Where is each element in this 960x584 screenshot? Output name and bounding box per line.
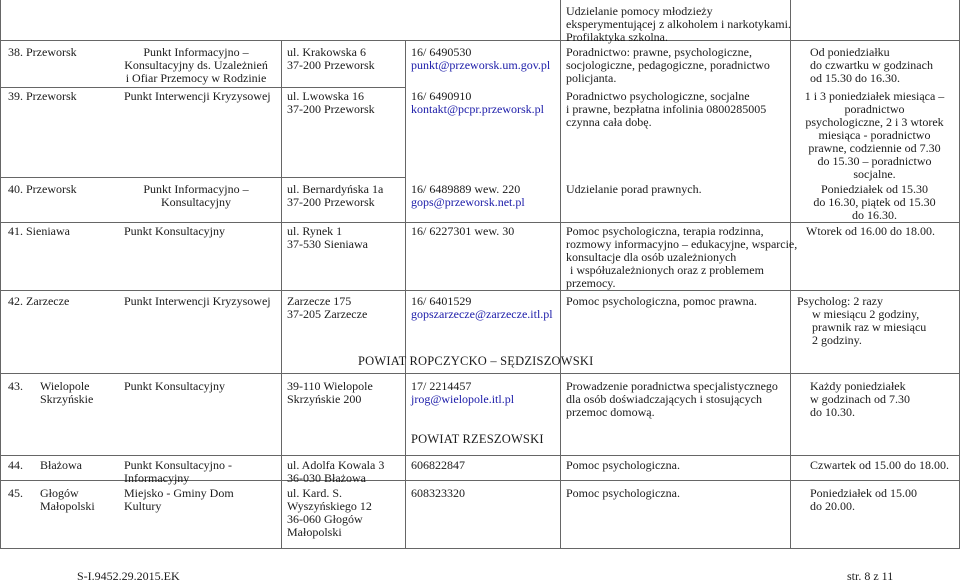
entry-services: rozmowy informacyjno – edukacyjne, wsparcie, [566,237,798,251]
entry-hours: Każdy poniedziałek [810,379,906,393]
entry-services: przemocy. [566,276,616,290]
entry-name: Konsultacyjny ds. Uzależnień [124,58,268,72]
entry-name: Punkt Konsultacyjny [124,224,225,238]
entry-hours: prawne, codziennie od 7.30 [808,141,941,155]
entry-address: ul. Kard. S. [287,486,342,500]
entry-number-city: 38. Przeworsk [8,45,77,59]
entry-address: 37-205 Zarzecze [287,307,368,321]
entry-email-link[interactable]: kontakt@pcpr.przeworsk.pl [411,102,545,116]
entry-hours: Czwartek od 15.00 do 18.00. [810,458,949,472]
entry-hours: Poniedziałek od 15.00 [810,486,917,500]
entry-hours: Wtorek od 16.00 do 18.00. [806,224,935,238]
entry-address: ul. Rynek 1 [287,224,343,238]
entry-services: policjanta. [566,71,617,85]
entry-address: Wyszyńskiego 12 [287,499,372,513]
entry-hours: miesiąca - poradnictwo [818,128,931,142]
entry-phone: 16/ 6227301 wew. 30 [411,224,515,238]
entry-number: 45. [8,486,23,500]
col-rule [0,0,1,548]
entry-hours: Od poniedziałku [810,45,890,59]
entry-phone: 16/ 6490910 [411,89,472,103]
entry-hours: do 10.30. [810,405,855,419]
entry-hours: psychologiczne, 2 i 3 wtorek [805,115,944,129]
entry-hours: do 16.30. [852,208,897,222]
row-rule [0,373,960,374]
entry-name: Kultury [124,499,162,513]
entry-services: Pomoc psychologiczna. [566,458,680,472]
prev-services-line: Profilaktyka szkolna. [566,30,668,44]
row-rule [0,87,405,88]
entry-email-link[interactable]: punkt@przeworsk.um.gov.pl [411,58,551,72]
entry-services: i współuzależnionych oraz z problemem [570,263,764,277]
col-rule [405,40,406,548]
entry-hours: od 15.30 do 16.30. [810,71,900,85]
entry-services: Pomoc psychologiczna, terapia rodzinna, [566,224,764,238]
entry-address: 39-110 Wielopole [287,379,373,393]
entry-phone: 608323320 [411,486,465,500]
entry-phone: 17/ 2214457 [411,379,472,393]
entry-hours: 1 i 3 poniedziałek miesiąca – [804,89,945,103]
entry-name: Informacyjny [124,471,190,485]
entry-hours: w godzinach od 7.30 [810,392,910,406]
entry-phone: 16/ 6490530 [411,45,472,59]
entry-address: ul. Adolfa Kowala 3 [287,458,385,472]
entry-address: Skrzyńskie 200 [287,392,362,406]
entry-address: 37-200 Przeworsk [287,58,375,72]
entry-address: Małopolski [287,525,342,539]
entry-hours: socjalne. [853,167,896,181]
entry-services: Poradnictwo psychologiczne, socjalne [566,89,750,103]
entry-name: Punkt Interwencji Kryzysowej [124,89,271,103]
entry-services: konsultacje dla osób uzależnionych [566,250,737,264]
section-header-rzeszowski: POWIAT RZESZOWSKI [411,432,544,446]
entry-hours: w miesiącu 2 godziny, [812,307,920,321]
entry-address: 36-060 Głogów [287,512,363,526]
entry-hours: do 16.30, piątek od 15.30 [813,195,936,209]
col-rule [281,40,282,548]
entry-address: ul. Bernardyńska 1a [287,182,384,196]
entry-name: Miejsko - Gminy Dom [124,486,234,500]
entry-name: i Ofiar Przemocy w Rodzinie [125,71,267,85]
row-rule [0,290,960,291]
entry-name: Konsultacyjny [161,195,231,209]
entry-city: Małopolski [40,499,95,513]
entry-services: Poradnictwo: prawne, psychologiczne, [566,45,752,59]
entry-services: Udzielanie porad prawnych. [566,182,702,196]
entry-address: 36-030 Błażowa [287,471,366,485]
entry-number-city: 41. Sieniawa [8,224,70,238]
entry-phone: 606822847 [411,458,465,472]
entry-hours: do 20.00. [810,499,855,513]
footer-document-id: S-I.9452.29.2015.EK [77,569,180,583]
entry-address: 37-200 Przeworsk [287,102,375,116]
entry-hours: Poniedziałek od 15.30 [821,182,928,196]
entry-hours: poradnictwo [844,102,905,116]
entry-address: 37-200 Przeworsk [287,195,375,209]
entry-services: dla osób doświadczających i stosujących [566,392,762,406]
entry-address: 37-530 Sieniawa [287,237,368,251]
entry-services: czynna cała dobę. [566,115,652,129]
entry-services: i prawne, bezpłatna infolinia 0800285005 [566,102,767,116]
entry-hours: prawnik raz w miesiącu [812,320,927,334]
col-rule [790,0,791,548]
entry-hours: Psycholog: 2 razy [797,294,883,308]
entry-address: ul. Krakowska 6 [287,45,366,59]
entry-address: Zarzecze 175 [287,294,352,308]
entry-number-city: 42. Zarzecze [8,294,70,308]
entry-email-link[interactable]: gops@przeworsk.net.pl [411,195,525,209]
entry-name: Punkt Interwencji Kryzysowej [124,294,271,308]
entry-address: ul. Lwowska 16 [287,89,364,103]
entry-name: Punkt Konsultacyjno - [124,458,232,472]
entry-number: 44. [8,458,23,472]
entry-hours: do 15.30 – poradnictwo [817,154,932,168]
entry-city: Wielopole [40,379,90,393]
entry-name: Punkt Konsultacyjny [124,379,225,393]
prev-services-line: Udzielanie pomocy młodzieży [566,4,713,18]
entry-hours: 2 godziny. [812,333,862,347]
entry-city: Skrzyńskie [40,392,94,406]
entry-name: Punkt Informacyjno – [143,45,249,59]
row-rule [0,40,960,41]
footer-page-number: str. 8 z 11 [847,569,894,583]
entry-email-link[interactable]: gopszarzecze@zarzecze.itl.pl [411,307,553,321]
entry-services: przemoc domową. [566,405,655,419]
col-rule [560,0,561,548]
entry-email-link[interactable]: jrog@wielopole.itl.pl [411,392,515,406]
entry-phone: 16/ 6489889 wew. 220 [411,182,521,196]
row-rule [0,548,960,549]
entry-services: socjologiczne, pedagogiczne, poradnictwo [566,58,770,72]
entry-services: Pomoc psychologiczna, pomoc prawna. [566,294,757,308]
entry-services: Prowadzenie poradnictwa specjalistycznego [566,379,778,393]
entry-hours: do czwartku w godzinach [810,58,933,72]
entry-name: Punkt Informacyjno – [143,182,249,196]
row-rule [0,455,960,456]
entry-number-city: 39. Przeworsk [8,89,77,103]
section-header-ropczycko: POWIAT ROPCZYCKO – SĘDZISZOWSKI [358,354,594,368]
entry-number: 43. [8,379,23,393]
row-rule [0,177,405,178]
entry-city: Głogów [40,486,79,500]
prev-services-line: eksperymentującej z alkoholem i narkotykami. [566,17,791,31]
entry-number-city: 40. Przeworsk [8,182,77,196]
entry-services: Pomoc psychologiczna. [566,486,680,500]
entry-phone: 16/ 6401529 [411,294,472,308]
entry-city: Błażowa [40,458,82,472]
